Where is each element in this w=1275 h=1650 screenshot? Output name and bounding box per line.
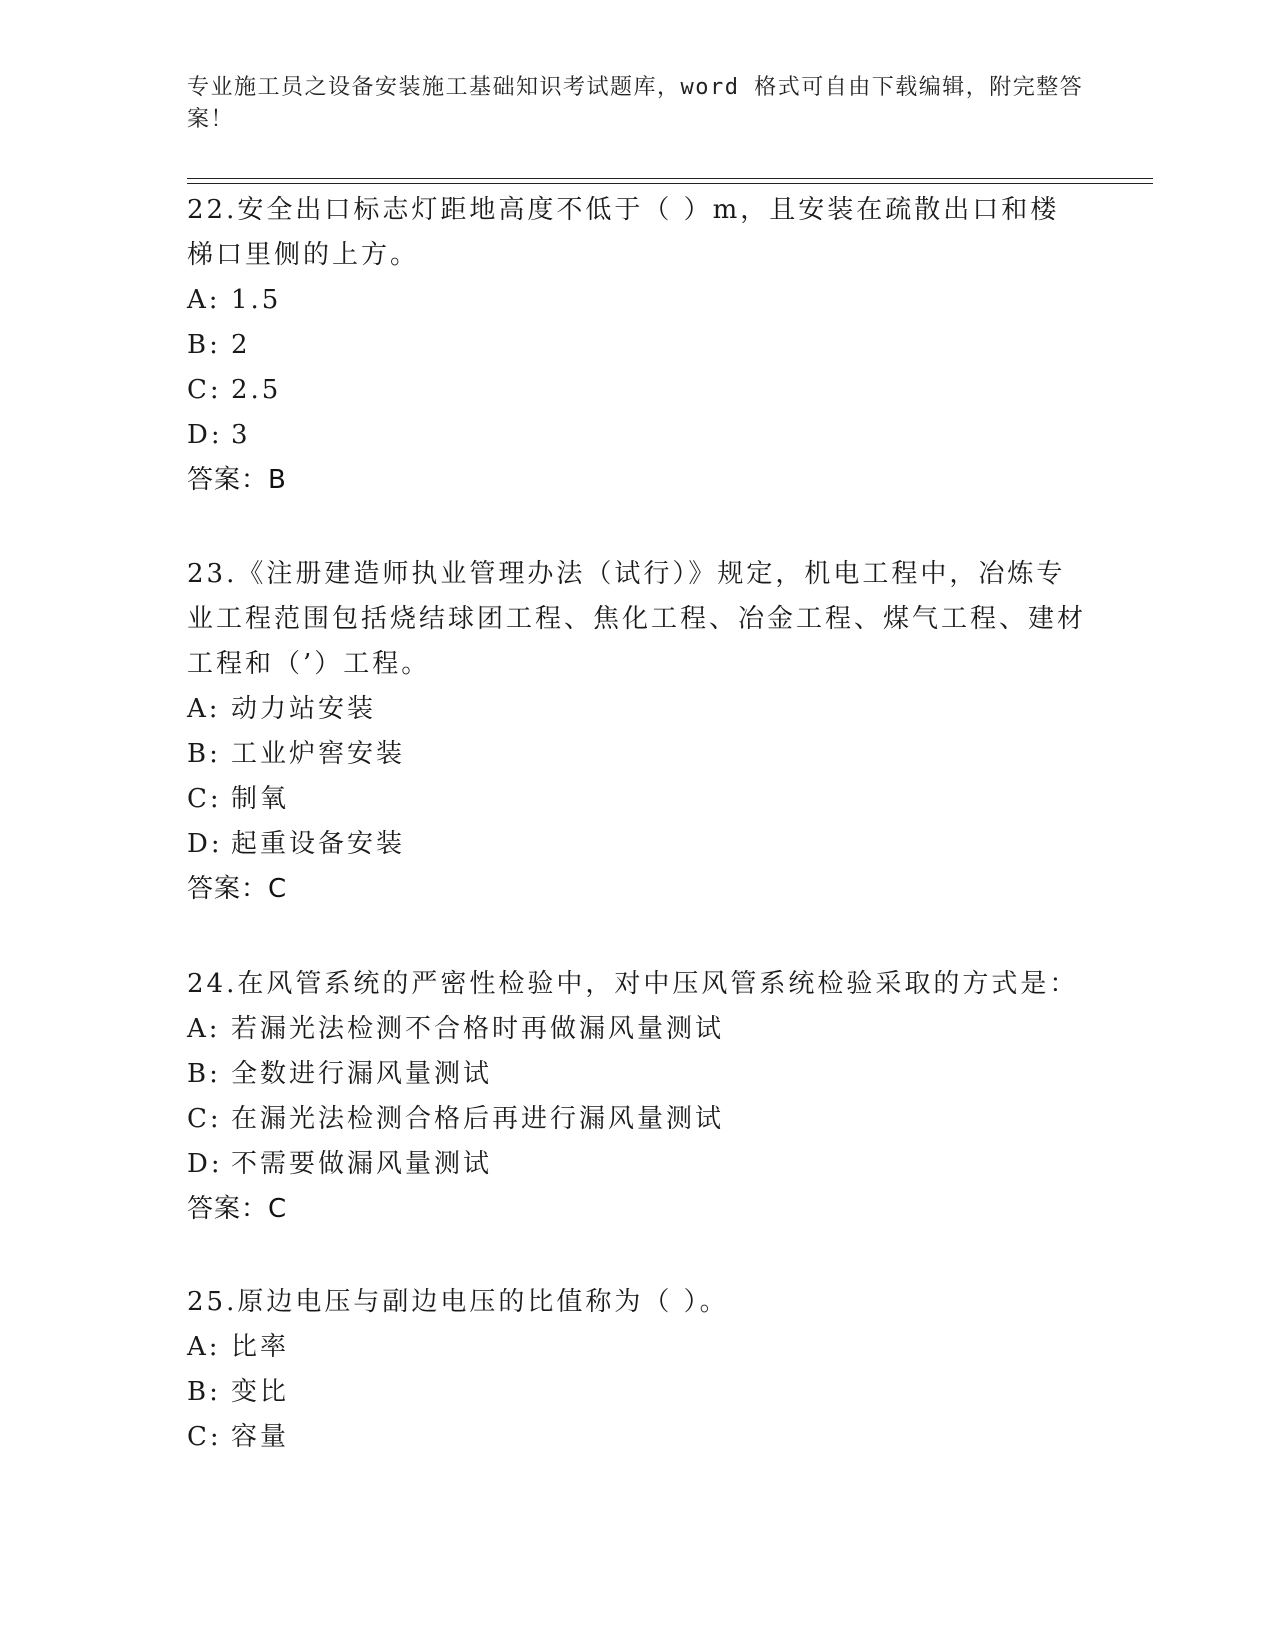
option-text: 全数进行漏风量测试 <box>231 1059 493 1089</box>
option-key: B: <box>187 1377 221 1407</box>
option-text: 起重设备安装 <box>231 829 406 859</box>
option-key: D: <box>187 420 223 450</box>
option-d <box>187 822 1087 867</box>
option-b <box>187 323 1087 368</box>
option-key: A: <box>187 1014 221 1044</box>
answer-line: 答案：B <box>187 465 287 495</box>
option-key: D: <box>187 1149 223 1179</box>
option-key: A: <box>187 1332 221 1362</box>
question-stem: 23.《注册建造师执业管理办法（试行）》规定，机电工程中，冶炼专业工程范围包括烧结球团工程、焦化工程、冶金工程、煤气工程、建材工程和（’）工程。 <box>187 559 1087 679</box>
option-c <box>187 1415 1087 1460</box>
option-key: C: <box>187 1104 222 1134</box>
question-25 <box>187 1280 1087 1460</box>
option-text: 1.5 <box>231 285 282 315</box>
option-key: C: <box>187 375 222 405</box>
option-c <box>187 1097 1087 1142</box>
option-key: C: <box>187 784 222 814</box>
option-text: 制氧 <box>231 784 290 814</box>
question-stem: 25.原边电压与副边电压的比值称为（ ）。 <box>187 1287 729 1317</box>
option-d <box>187 1142 1087 1187</box>
option-b <box>187 1370 1087 1415</box>
option-key: D: <box>187 829 223 859</box>
option-text: 3 <box>231 420 251 450</box>
header-divider-top <box>187 178 1153 179</box>
option-a <box>187 1325 1087 1370</box>
option-key: B: <box>187 330 221 360</box>
option-a <box>187 687 1087 732</box>
option-text: 容量 <box>231 1422 290 1452</box>
option-b <box>187 732 1087 777</box>
answer-line: 答案：C <box>187 1194 288 1224</box>
question-stem: 22.安全出口标志灯距地高度不低于（ ）m，且安装在疏散出口和楼梯口里侧的上方。 <box>187 195 1060 270</box>
option-c <box>187 777 1087 822</box>
option-text: 动力站安装 <box>231 694 377 724</box>
option-a <box>187 1007 1087 1052</box>
option-text: 在漏光法检测合格后再进行漏风量测试 <box>231 1104 725 1134</box>
option-text: 变比 <box>231 1377 290 1407</box>
question-22 <box>187 188 1087 503</box>
option-text: 2 <box>231 330 251 360</box>
option-text: 2.5 <box>231 375 282 405</box>
document-header-note: 专业施工员之设备安装施工基础知识考试题库，word 格式可自由下载编辑，附完整答案！ <box>187 75 1084 132</box>
option-a <box>187 278 1087 323</box>
question-23 <box>187 552 1087 912</box>
option-b <box>187 1052 1087 1097</box>
option-key: B: <box>187 739 221 769</box>
option-d <box>187 413 1087 458</box>
option-text: 不需要做漏风量测试 <box>231 1149 493 1179</box>
question-24 <box>187 962 1087 1232</box>
answer-line: 答案：C <box>187 874 288 904</box>
option-text: 工业炉窖安装 <box>231 739 406 769</box>
header-divider-bottom <box>187 183 1153 184</box>
option-c <box>187 368 1087 413</box>
option-key: C: <box>187 1422 222 1452</box>
option-key: A: <box>187 694 221 724</box>
option-key: B: <box>187 1059 221 1089</box>
option-text: 若漏光法检测不合格时再做漏风量测试 <box>231 1014 725 1044</box>
option-text: 比率 <box>231 1332 290 1362</box>
option-key: A: <box>187 285 221 315</box>
question-stem: 24.在风管系统的严密性检验中，对中压风管系统检验采取的方式是： <box>187 969 1079 999</box>
